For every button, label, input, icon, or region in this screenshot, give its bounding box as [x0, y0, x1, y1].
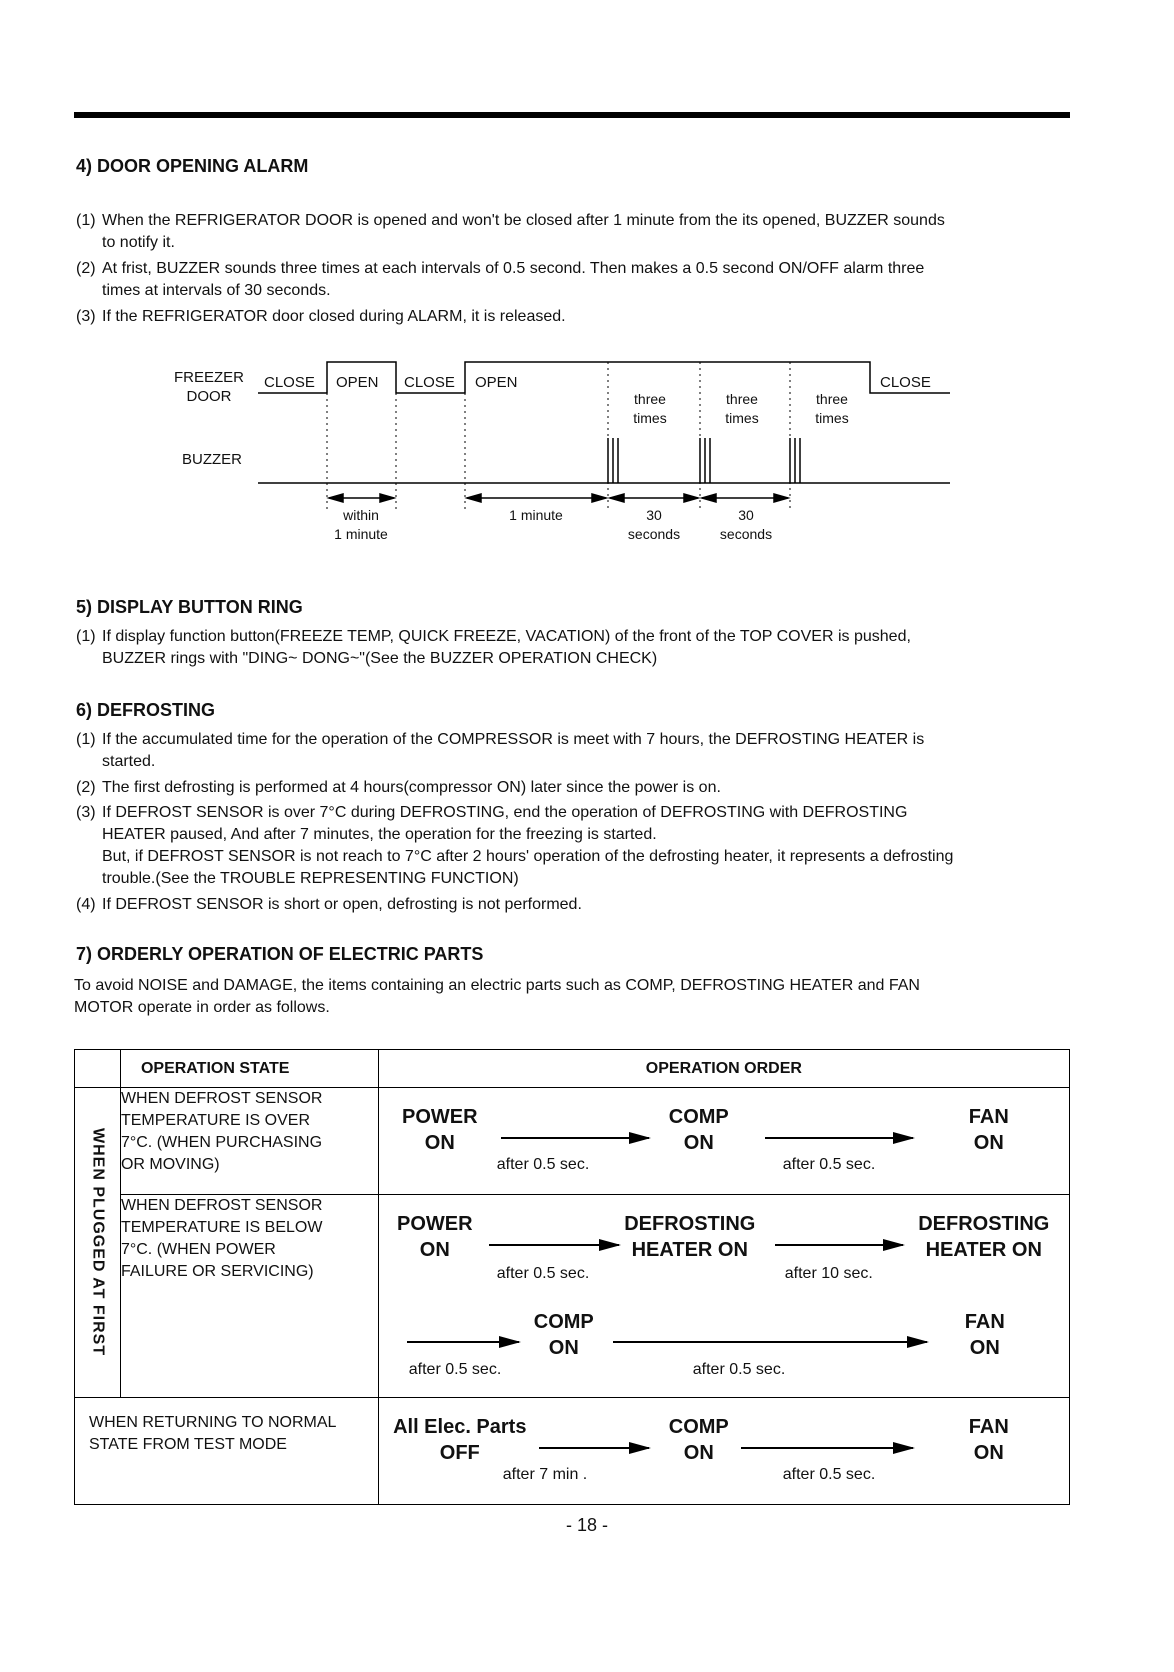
- step-line: All Elec. Parts: [393, 1416, 527, 1438]
- step-line: FAN: [964, 1311, 1005, 1333]
- item-text-cont: to notify it.: [102, 234, 175, 251]
- item-text-cont: started.: [102, 753, 156, 770]
- item-text: At frist, BUZZER sounds three times at each intervals of 0.5 second. Then makes a 0.5 second ON/OFF alarm three: [102, 260, 925, 277]
- freezer-label: FREEZER: [174, 369, 245, 386]
- row3-step-comp: [649, 1414, 749, 1466]
- item-text-cont: times at intervals of 30 seconds.: [102, 282, 331, 299]
- header-operation-state: OPERATION STATE: [120, 1050, 378, 1088]
- one-minute-label: 1 minute: [509, 507, 563, 523]
- item-text: If DEFROST SENSOR is short or open, defrosting is not performed.: [102, 896, 582, 913]
- step-line: DEFROSTING: [624, 1213, 756, 1235]
- step-line: FAN: [968, 1416, 1009, 1438]
- row3-state: [75, 1398, 379, 1505]
- row2-order: [378, 1195, 1069, 1398]
- item-number: (2): [76, 260, 96, 277]
- arrow-1: [501, 1137, 649, 1139]
- step-line: ON: [683, 1132, 714, 1154]
- times-text: times: [815, 410, 849, 426]
- row1-state: [120, 1088, 378, 1195]
- open-label-2: OPEN: [475, 374, 518, 391]
- item-number: (3): [76, 804, 96, 821]
- row3-flow: [379, 1398, 1069, 1504]
- state-line: STATE FROM TEST MODE: [89, 1436, 287, 1453]
- row2-step-fan: [935, 1309, 1035, 1361]
- thirty-seconds-label-2: [706, 506, 786, 544]
- step-line: ON: [424, 1132, 455, 1154]
- step-line: COMP: [533, 1311, 594, 1333]
- step-line: ON: [548, 1337, 579, 1359]
- close-label-3: CLOSE: [880, 374, 931, 391]
- three-text: three: [726, 391, 758, 407]
- s5-item-1: [76, 626, 1066, 670]
- within-1-minute-label: [321, 506, 401, 544]
- s4-item-2: [76, 258, 1066, 302]
- row2-delay-1: after 0.5 sec.: [496, 1265, 590, 1282]
- row2-delay-2: after 10 sec.: [784, 1265, 873, 1282]
- s6-item-2: [76, 777, 1066, 799]
- three-times-3: [792, 390, 872, 428]
- step-line: ON: [683, 1442, 714, 1464]
- item-number: (1): [76, 628, 96, 645]
- state-line: WHEN RETURNING TO NORMAL: [89, 1414, 337, 1431]
- step-line: FAN: [968, 1106, 1009, 1128]
- arrow-2: [765, 1137, 913, 1139]
- step-line: POWER: [401, 1106, 478, 1128]
- step-line: POWER: [396, 1213, 473, 1235]
- s6-item-1: [76, 729, 1066, 773]
- step-line: ON: [969, 1337, 1000, 1359]
- item-number: (1): [76, 731, 96, 748]
- seconds-text: seconds: [719, 526, 773, 542]
- vertical-label-cell: [75, 1088, 121, 1398]
- row3-order: [378, 1398, 1069, 1505]
- state-line: TEMPERATURE IS OVER: [120, 1112, 311, 1129]
- three-text: three: [634, 391, 666, 407]
- thirty-text: 30: [738, 507, 754, 523]
- item-text: If the REFRIGERATOR door closed during ALARM, it is released.: [102, 308, 566, 325]
- interval-arrows: [329, 494, 788, 502]
- section-7-title: 7) ORDERLY OPERATION OF ELECTRIC PARTS: [76, 944, 484, 964]
- thirty-seconds-label-1: [614, 506, 694, 544]
- row2-delay-4: after 0.5 sec.: [692, 1361, 786, 1378]
- arrow-2: [775, 1244, 903, 1246]
- arrow-1: [539, 1447, 649, 1449]
- header-operation-order: OPERATION ORDER: [378, 1050, 1069, 1088]
- close-label-1: CLOSE: [264, 374, 315, 391]
- row3-step-all-off: [385, 1414, 535, 1466]
- state-line: FAILURE OR SERVICING): [120, 1263, 314, 1280]
- row1-delay-1: after 0.5 sec.: [496, 1156, 590, 1173]
- row2-step-defrost-1: [615, 1211, 765, 1263]
- row1-step-power: [395, 1104, 485, 1156]
- when-plugged-at-first-label: WHEN PLUGGED AT FIRST: [89, 1128, 107, 1357]
- item-number: (1): [76, 212, 96, 229]
- step-line: HEATER ON: [925, 1239, 1042, 1261]
- within-text: within: [343, 507, 379, 523]
- row3-delay-1: after 7 min .: [502, 1466, 588, 1483]
- s4-item-1: [76, 210, 1066, 254]
- door-label: DOOR: [186, 388, 232, 405]
- s6-item-3: [76, 802, 1066, 890]
- seconds-text: seconds: [627, 526, 681, 542]
- step-line: OFF: [439, 1442, 480, 1464]
- step-line: HEATER ON: [631, 1239, 748, 1261]
- s4-item-3: [76, 306, 1066, 328]
- row1-flow: [379, 1088, 1069, 1194]
- buzzer-label: BUZZER: [182, 451, 242, 468]
- row2-step-comp: [519, 1309, 609, 1361]
- row1-delay-2: after 0.5 sec.: [782, 1156, 876, 1173]
- step-line: DEFROSTING: [918, 1213, 1050, 1235]
- row2-step-power: [385, 1211, 485, 1263]
- corner-cell: [75, 1050, 121, 1088]
- close-label-2: CLOSE: [404, 374, 455, 391]
- state-line: WHEN DEFROST SENSOR: [120, 1090, 323, 1107]
- step-line: COMP: [668, 1416, 729, 1438]
- s6-item-4: [76, 894, 1066, 916]
- state-line: 7°C. (WHEN PURCHASING: [120, 1134, 323, 1151]
- item-text-cont: But, if DEFROST SENSOR is not reach to 7°C after 2 hours' operation of the defrosting heater, it represents a defrosting: [102, 848, 954, 865]
- row1-order: [378, 1088, 1069, 1195]
- three-times-1: [610, 390, 690, 428]
- three-text: three: [816, 391, 848, 407]
- top-rule: [74, 112, 1070, 118]
- row2-step-defrost-2: [899, 1211, 1069, 1263]
- item-text: If display function button(FREEZE TEMP, QUICK FREEZE, VACATION) of the front of the TOP COVER is pushed,: [102, 628, 911, 645]
- item-number: (3): [76, 308, 96, 325]
- item-text: When the REFRIGERATOR DOOR is opened and won't be closed after 1 minute from the its opened, BUZZER sounds: [102, 212, 945, 229]
- row3-delay-2: after 0.5 sec.: [782, 1466, 876, 1483]
- state-line: 7°C. (WHEN POWER: [120, 1241, 276, 1258]
- item-text-cont: HEATER paused, And after 7 minutes, the operation for the freezing is started.: [102, 826, 657, 843]
- arrow-2: [741, 1447, 913, 1449]
- state-line: OR MOVING): [120, 1156, 220, 1173]
- thirty-text: 30: [646, 507, 662, 523]
- state-line: WHEN DEFROST SENSOR: [120, 1197, 323, 1214]
- row1-step-fan: [939, 1104, 1039, 1156]
- three-times-2: [702, 390, 782, 428]
- item-text-cont: BUZZER rings with "DING~ DONG~"(See the BUZZER OPERATION CHECK): [102, 650, 658, 667]
- item-number: (2): [76, 779, 96, 796]
- arrow-3: [407, 1341, 519, 1343]
- s7-intro: [74, 975, 1070, 1019]
- step-line: ON: [419, 1239, 450, 1261]
- operation-order-table: [74, 1049, 1070, 1505]
- step-line: ON: [973, 1132, 1004, 1154]
- row2-state: [120, 1195, 378, 1398]
- section-4-title: 4) DOOR OPENING ALARM: [76, 156, 309, 176]
- section-5-title: 5) DISPLAY BUTTON RING: [76, 597, 303, 617]
- freezer-door-label: [174, 368, 244, 406]
- row2-flow: [379, 1195, 1069, 1397]
- item-text: The first defrosting is performed at 4 hours(compressor ON) later since the power is on.: [102, 779, 721, 796]
- times-text: times: [633, 410, 667, 426]
- step-line: ON: [973, 1442, 1004, 1464]
- minute-text: 1 minute: [334, 526, 388, 542]
- open-label-1: OPEN: [336, 374, 379, 391]
- arrow-1: [489, 1244, 619, 1246]
- s7-intro-line-2: MOTOR operate in order as follows.: [74, 999, 330, 1016]
- row2-delay-3: after 0.5 sec.: [408, 1361, 502, 1378]
- state-line: TEMPERATURE IS BELOW: [120, 1219, 323, 1236]
- buzzer-pulses: [608, 438, 800, 483]
- section-6-title: 6) DEFROSTING: [76, 700, 216, 720]
- step-line: COMP: [668, 1106, 729, 1128]
- row3-step-fan: [939, 1414, 1039, 1466]
- item-text: If the accumulated time for the operation of the COMPRESSOR is meet with 7 hours, the DEFROSTING HEATER is: [102, 731, 925, 748]
- arrow-4: [613, 1341, 927, 1343]
- door-alarm-timing-diagram: [100, 360, 980, 560]
- item-number: (4): [76, 896, 96, 913]
- item-text-cont: trouble.(See the TROUBLE REPRESENTING FUNCTION): [102, 870, 519, 887]
- s7-intro-line-1: To avoid NOISE and DAMAGE, the items containing an electric parts such as COMP, DEFROSTING HEATER and FAN: [74, 977, 920, 994]
- item-text: If DEFROST SENSOR is over 7°C during DEFROSTING, end the operation of DEFROSTING with DEFROSTING: [102, 804, 908, 821]
- row1-step-comp: [649, 1104, 749, 1156]
- page-number: - 18 -: [565, 1515, 608, 1535]
- times-text: times: [725, 410, 759, 426]
